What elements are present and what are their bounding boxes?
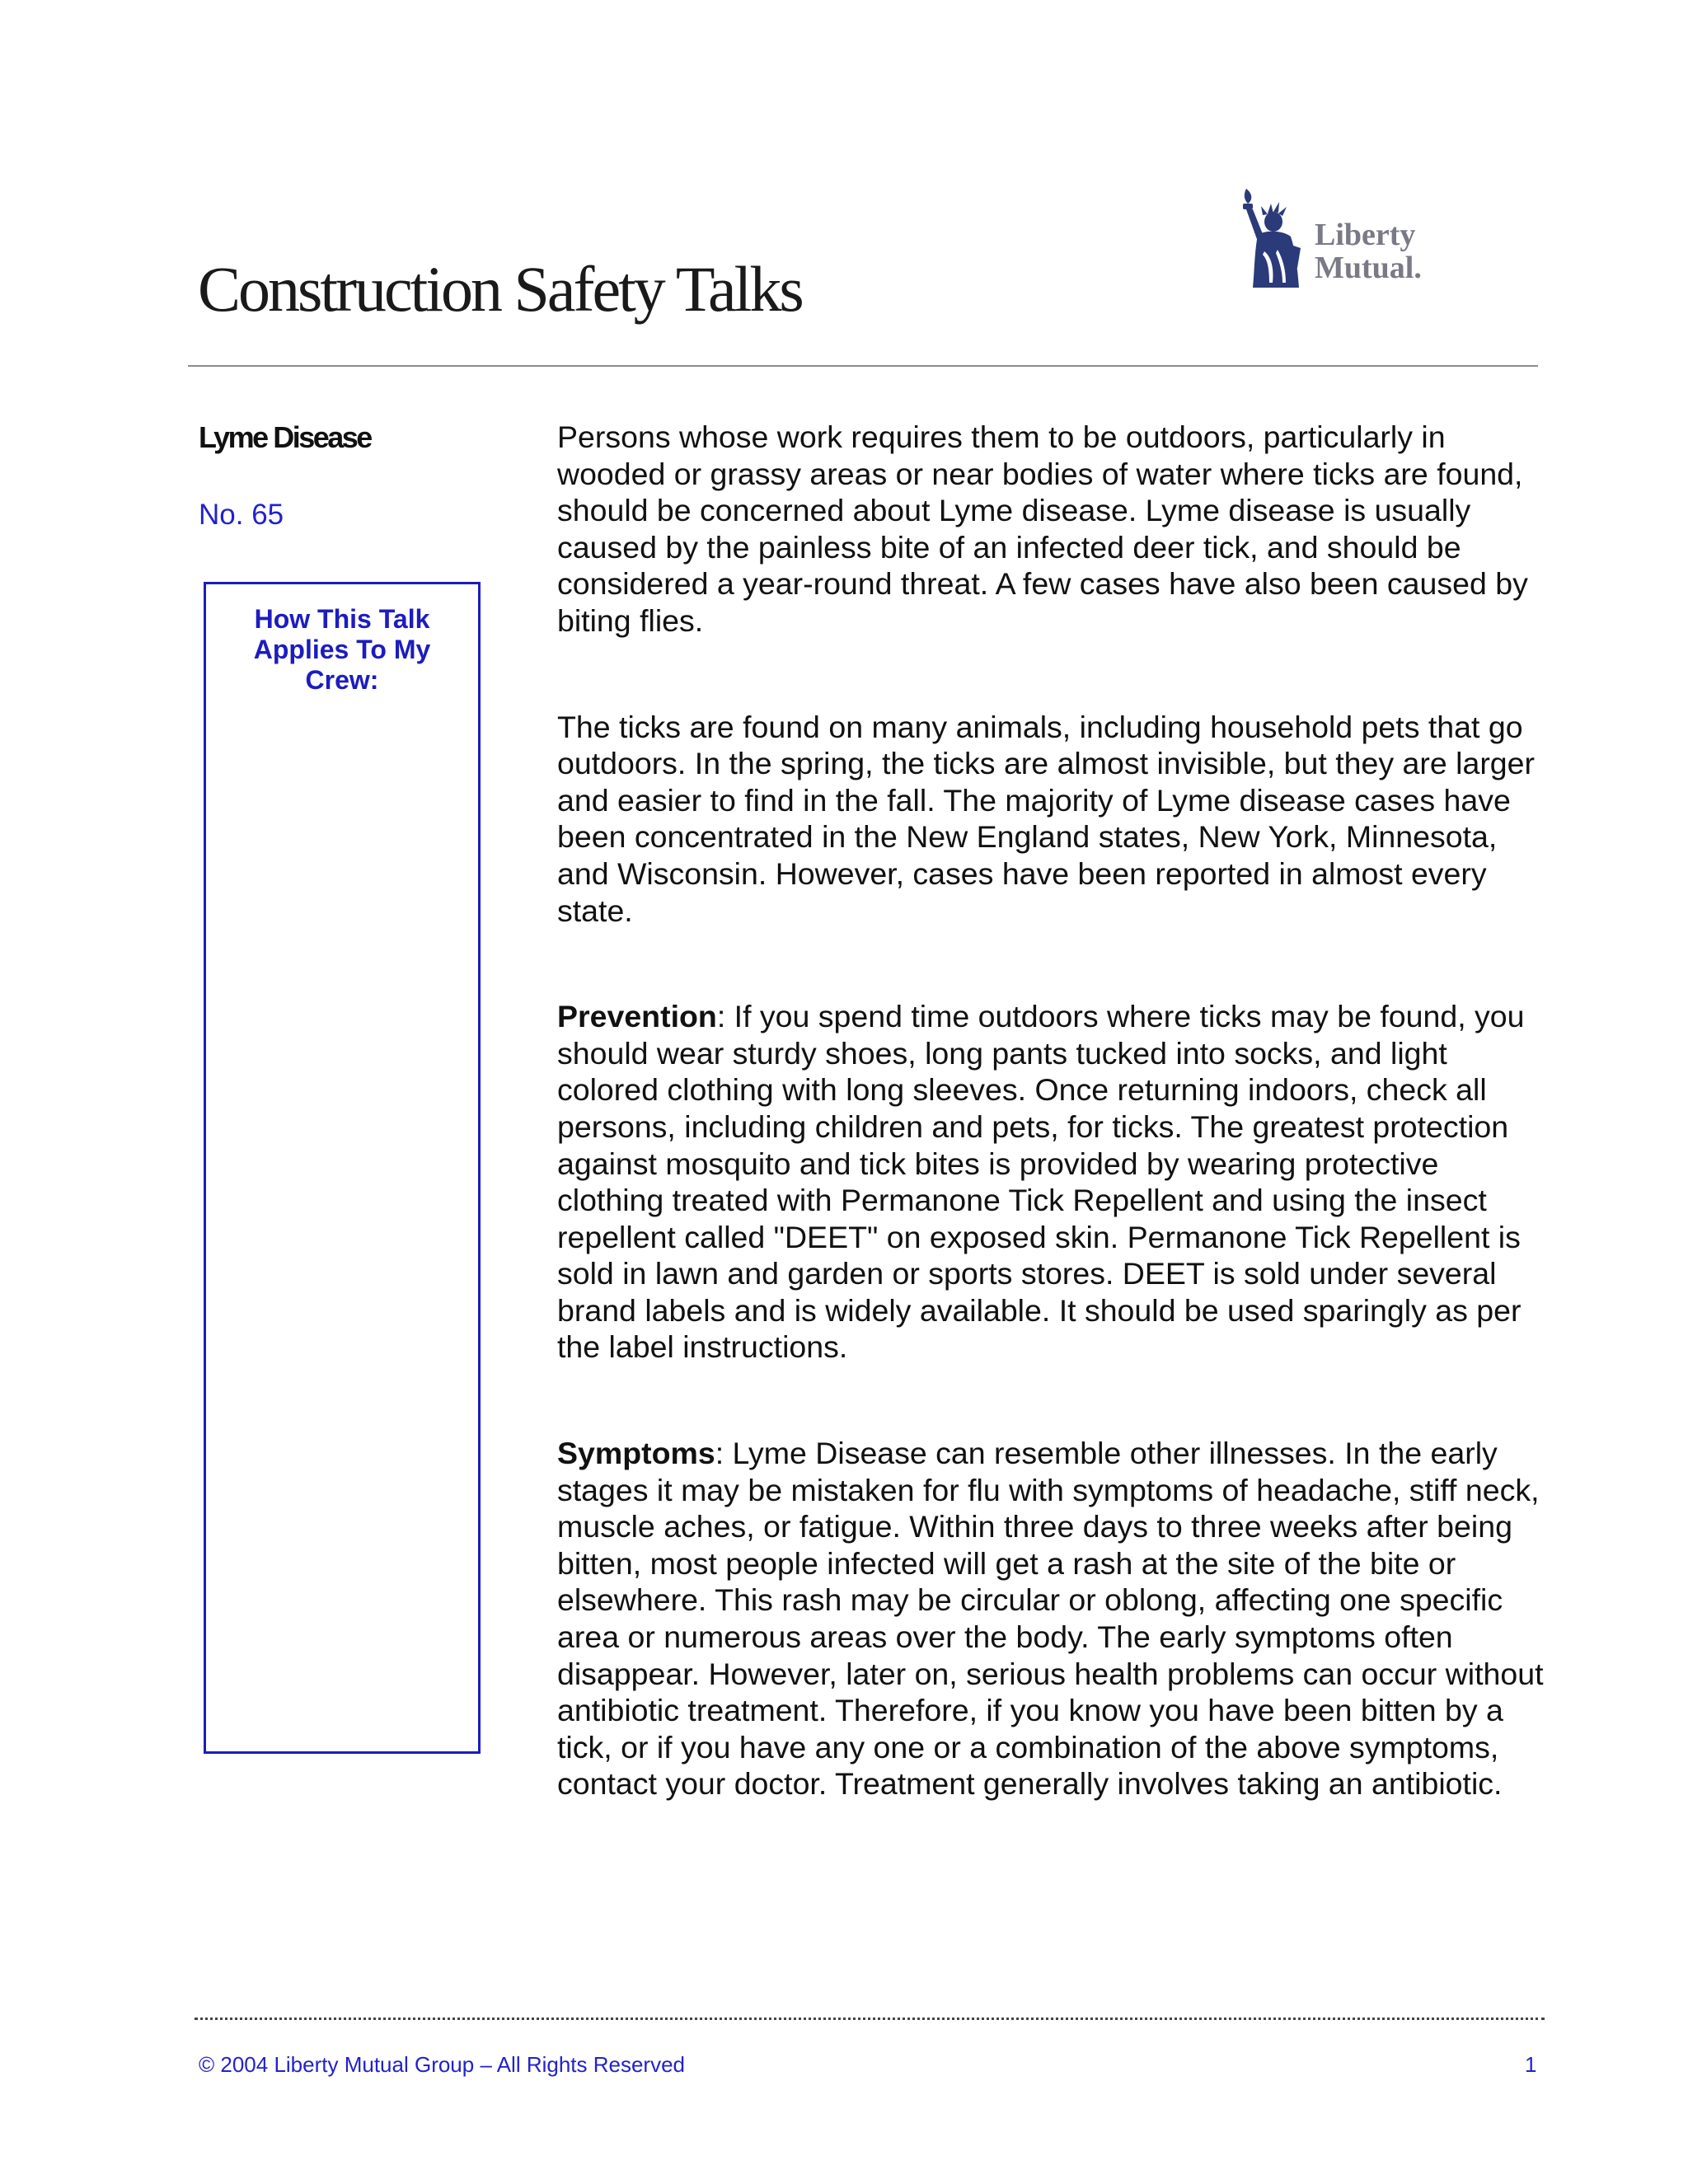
symptoms-heading: Symptoms [557, 1436, 715, 1471]
symptoms-text: : Lyme Disease can resemble other illnesses. In the early stages it may be mistaken for flu with symptoms of headache, stiff neck, muscle aches, or fatigue. Within three days to three weeks after being bitten, most people infected will get a rash at the site of the bite or elsewhere. This rash may be circular or oblong, affecting one specific area or numerous areas over the body. The early symptoms often disappear. However, later on, serious health problems can occur without antibiotic treatment. Therefore, if you know you have been bitten by a tick, or if you have any one or a combination of the above symptoms, contact your doctor. Treatment generally involves taking an antibiotic. [557, 1436, 1544, 1802]
liberty-mutual-logo [1228, 185, 1459, 293]
crew-notes-label: How This Talk Applies To My Crew: [253, 604, 431, 695]
talk-body [557, 419, 1546, 1872]
ticks-paragraph: The ticks are found on many animals, including household pets that go outdoors. In the spring, the ticks are almost invisible, but they are larger and easier to find in the fall. The majority of Lyme disease cases have been concentrated in the New England states, New York, Minnesota, and Wisconsin. However, cases have been reported in almost every state. [557, 709, 1536, 928]
logo-line-1: Liberty [1315, 218, 1416, 252]
footer-divider [195, 2018, 1545, 2020]
page-number: 1 [1525, 2052, 1537, 2077]
crew-notes-box[interactable] [204, 582, 481, 1754]
footer-copyright: © 2004 Liberty Mutual Group – All Rights Reserved [199, 2052, 686, 2077]
prevention-text: : If you spend time outdoors where ticks may be found, you should wear sturdy shoes, long pants tucked into socks, and light colored clothing with long sleeves. Once returning indoors, check all persons, including children and pets, for ticks. The greatest protection against mosquito and tick bites is provided by wearing protective clothing treated with Permanone Tick Repellent and using the insect repellent called "DEET" on exposed skin. Permanone Tick Repellent is sold in lawn and garden or sports stores. DEET is sold under several brand labels and is widely available. It should be used sparingly as per the label instructions. [557, 999, 1525, 1365]
statue-of-liberty-icon [1228, 185, 1319, 293]
intro-paragraph: Persons whose work requires them to be outdoors, particularly in wooded or grassy areas or near bodies of water where ticks are found, should be concerned about Lyme disease. Lyme disease is usually caused by the painless bite of an infected deer tick, and should be considered a year-round threat. A few cases have also been caused by biting flies. [557, 419, 1528, 638]
talk-topic: Lyme Disease [199, 420, 371, 454]
header-divider [188, 365, 1538, 367]
talk-number: No. 65 [199, 499, 284, 531]
document-title: Construction Safety Talks [198, 253, 802, 325]
logo-wordmark [1315, 218, 1422, 284]
prevention-paragraph [557, 998, 1546, 1366]
symptoms-paragraph [557, 1435, 1546, 1802]
prevention-heading: Prevention [557, 999, 717, 1034]
logo-line-2: Mutual. [1315, 251, 1422, 285]
